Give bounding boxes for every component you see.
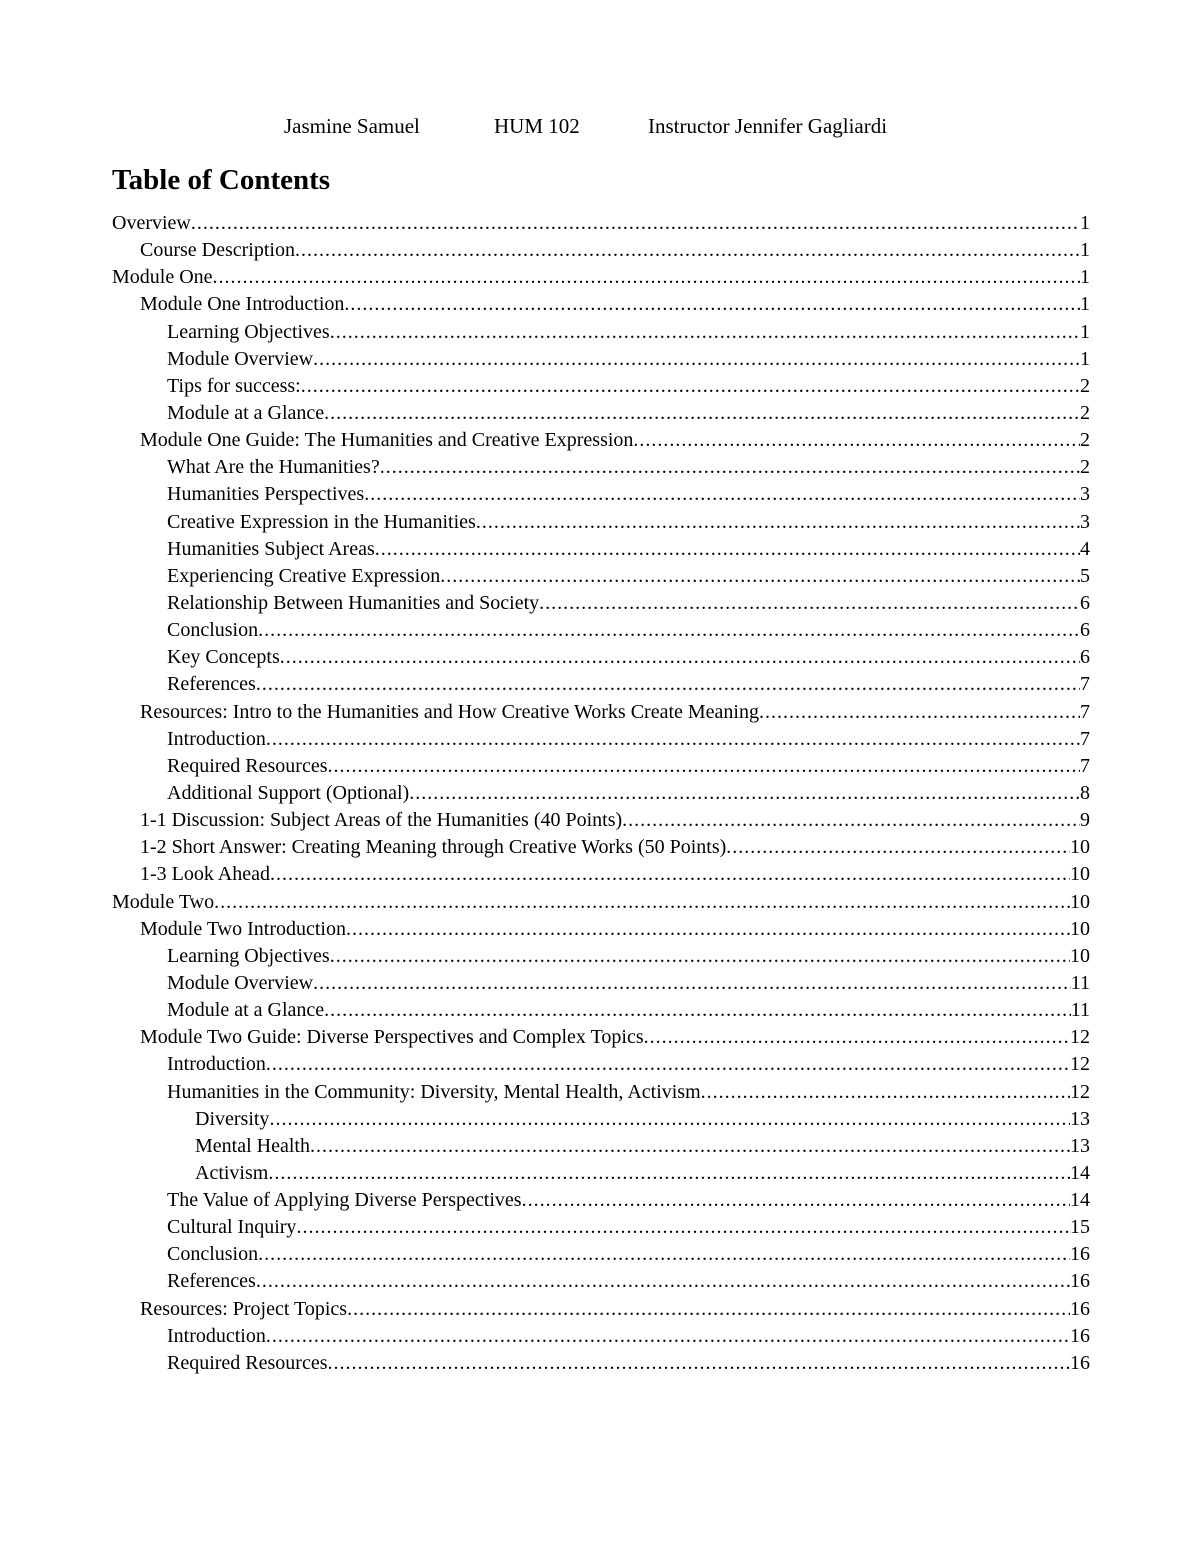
- toc-entry[interactable]: [112, 807, 1090, 834]
- toc-entry-label: Resources: Project Topics: [140, 1297, 348, 1320]
- toc-entry-label: Conclusion: [167, 619, 259, 642]
- toc-entry-label: Creative Expression in the Humanities: [167, 510, 476, 533]
- toc-page-number: 12: [1070, 1053, 1090, 1076]
- toc-entry-label: Tips for success:: [167, 374, 301, 397]
- toc-entry-label: Module One Introduction: [140, 293, 345, 316]
- toc-page-number: 7: [1080, 700, 1090, 723]
- toc-page-number: 6: [1080, 646, 1090, 669]
- toc-page-number: 4: [1080, 537, 1090, 560]
- toc-page-number: 11: [1070, 971, 1090, 994]
- toc-entry-label: What Are the Humanities?: [167, 456, 380, 479]
- toc-page-number: 7: [1080, 673, 1090, 696]
- toc-entry[interactable]: [112, 509, 1090, 536]
- toc-entry-label: 1-2 Short Answer: Creating Meaning through Creative Works (50 Points): [140, 836, 727, 859]
- toc-entry[interactable]: [112, 590, 1090, 617]
- toc-entry-label: The Value of Applying Diverse Perspectives: [167, 1189, 522, 1212]
- toc-entry-label: Resources: Intro to the Humanities and How Creative Works Create Meaning: [140, 700, 759, 723]
- toc-entry[interactable]: [112, 644, 1090, 671]
- toc-entry[interactable]: [112, 563, 1090, 590]
- toc-page-number: 16: [1070, 1243, 1090, 1266]
- toc-dot-leader: [375, 536, 1080, 563]
- toc-entry[interactable]: [112, 373, 1090, 400]
- toc-entry-label: References: [167, 1270, 256, 1293]
- toc-dot-leader: [726, 834, 1070, 861]
- toc-entry-label: Experiencing Creative Expression: [167, 564, 441, 587]
- toc-entry[interactable]: [112, 861, 1090, 888]
- toc-entry[interactable]: [112, 699, 1090, 726]
- toc-dot-leader: [522, 1187, 1070, 1214]
- toc-page-number: 12: [1070, 1026, 1090, 1049]
- toc-entry-label: Conclusion: [167, 1243, 259, 1266]
- toc-dot-leader: [191, 210, 1080, 237]
- toc-dot-leader: [324, 400, 1080, 427]
- toc-dot-leader: [539, 590, 1080, 617]
- toc-dot-leader: [759, 699, 1080, 726]
- toc-entry-label: Introduction: [167, 1324, 266, 1347]
- toc-entry[interactable]: [112, 943, 1090, 970]
- toc-dot-leader: [330, 319, 1080, 346]
- toc-dot-leader: [328, 1350, 1070, 1377]
- toc-entry[interactable]: [112, 1051, 1090, 1078]
- toc-entry-label: Introduction: [167, 727, 266, 750]
- toc-page-number: 9: [1080, 809, 1090, 832]
- toc-entry[interactable]: [112, 834, 1090, 861]
- toc-entry[interactable]: [112, 1024, 1090, 1051]
- toc-page-number: 16: [1070, 1297, 1090, 1320]
- toc-page-number: 1: [1080, 293, 1090, 316]
- toc-dot-leader: [280, 644, 1080, 671]
- toc-page-number: 3: [1080, 483, 1090, 506]
- toc-entry[interactable]: [112, 889, 1090, 916]
- toc-page-number: 10: [1070, 944, 1090, 967]
- toc-heading: Table of Contents: [112, 164, 331, 196]
- toc-entry[interactable]: [112, 1106, 1090, 1133]
- toc-entry[interactable]: [112, 671, 1090, 698]
- toc-entry[interactable]: [112, 1350, 1090, 1377]
- toc-entry-label: 1-3 Look Ahead: [140, 863, 270, 886]
- toc-entry[interactable]: [112, 753, 1090, 780]
- toc-entry-label: Module Two: [112, 890, 215, 913]
- toc-dot-leader: [313, 970, 1071, 997]
- toc-dot-leader: [266, 726, 1080, 753]
- toc-dot-leader: [256, 671, 1080, 698]
- toc-entry-label: Module Two Introduction: [140, 917, 346, 940]
- toc-entry-label: Humanities Perspectives: [167, 483, 365, 506]
- toc-entry[interactable]: [112, 210, 1090, 237]
- toc-entry-label: Learning Objectives: [167, 320, 330, 343]
- toc-dot-leader: [269, 1106, 1070, 1133]
- toc-page-number: 10: [1070, 836, 1090, 859]
- document-header: [0, 112, 1200, 140]
- toc-dot-leader: [268, 1160, 1070, 1187]
- toc-dot-leader: [213, 264, 1080, 291]
- toc-dot-leader: [347, 1296, 1070, 1323]
- toc-dot-leader: [476, 509, 1080, 536]
- toc-page-number: 12: [1070, 1080, 1090, 1103]
- toc-page-number: 8: [1080, 781, 1090, 804]
- toc-entry[interactable]: [112, 1079, 1090, 1106]
- toc-entry[interactable]: [112, 264, 1090, 291]
- toc-page-number: 1: [1080, 320, 1090, 343]
- toc-dot-leader: [296, 1214, 1070, 1241]
- toc-entry[interactable]: [112, 617, 1090, 644]
- toc-page-number: 1: [1080, 347, 1090, 370]
- toc-entry-label: Humanities Subject Areas: [167, 537, 375, 560]
- toc-entry-label: Course Description: [140, 239, 295, 262]
- toc-dot-leader: [330, 943, 1070, 970]
- toc-entry[interactable]: [112, 1133, 1090, 1160]
- toc-dot-leader: [644, 1024, 1070, 1051]
- toc-entry-label: Module Two Guide: Diverse Perspectives and Complex Topics: [140, 1026, 644, 1049]
- toc-entry-label: Module Overview: [167, 971, 314, 994]
- toc-entry-label: Key Concepts: [167, 646, 280, 669]
- toc-dot-leader: [409, 780, 1080, 807]
- toc-page-number: 5: [1080, 564, 1090, 587]
- toc-dot-leader: [344, 291, 1080, 318]
- toc-page-number: 13: [1070, 1107, 1090, 1130]
- toc-dot-leader: [256, 1268, 1070, 1295]
- toc-dot-leader: [633, 427, 1080, 454]
- toc-dot-leader: [346, 916, 1070, 943]
- toc-page-number: 6: [1080, 619, 1090, 642]
- toc-entry-label: Module at a Glance: [167, 401, 325, 424]
- toc-dot-leader: [258, 1241, 1070, 1268]
- toc-entry-label: Cultural Inquiry: [167, 1216, 297, 1239]
- toc-entry-label: Module at a Glance: [167, 999, 325, 1022]
- toc-page-number: 2: [1080, 456, 1090, 479]
- toc-page-number: 1: [1080, 266, 1090, 289]
- toc-dot-leader: [214, 889, 1070, 916]
- toc-entry-label: Mental Health: [195, 1134, 310, 1157]
- toc-dot-leader: [313, 346, 1080, 373]
- toc-page-number: 16: [1070, 1270, 1090, 1293]
- toc-entry[interactable]: [112, 726, 1090, 753]
- toc-entry-label: Activism: [195, 1161, 269, 1184]
- toc-entry-label: Overview: [112, 212, 191, 234]
- toc-entry-label: Module One Guide: The Humanities and Creative Expression: [140, 429, 634, 452]
- toc-page-number: 2: [1080, 401, 1090, 424]
- toc-entry[interactable]: [112, 1187, 1090, 1214]
- toc-dot-leader: [364, 481, 1080, 508]
- toc-page-number: 2: [1080, 429, 1090, 452]
- toc-dot-leader: [270, 861, 1070, 888]
- toc-dot-leader: [328, 753, 1080, 780]
- toc-entry-label: Required Resources: [167, 1351, 328, 1374]
- toc-page-number: 16: [1070, 1324, 1090, 1347]
- toc-entry-label: Additional Support (Optional): [167, 781, 410, 804]
- toc-entry[interactable]: [112, 997, 1090, 1024]
- toc-entry[interactable]: [112, 481, 1090, 508]
- table-of-contents: [112, 210, 1112, 1377]
- toc-page-number: 14: [1070, 1161, 1090, 1184]
- toc-page-number: 11: [1070, 999, 1090, 1022]
- toc-entry[interactable]: [112, 1160, 1090, 1187]
- toc-page-number: 7: [1080, 754, 1090, 777]
- toc-page-number: 10: [1070, 890, 1090, 913]
- toc-entry[interactable]: [112, 237, 1090, 264]
- toc-page-number: 6: [1080, 591, 1090, 614]
- toc-entry[interactable]: [112, 1296, 1090, 1323]
- toc-page-number: 14: [1070, 1189, 1090, 1212]
- toc-dot-leader: [380, 454, 1080, 481]
- toc-entry-label: Introduction: [167, 1053, 266, 1076]
- toc-page-number: 3: [1080, 510, 1090, 533]
- toc-page-number: 15: [1070, 1216, 1090, 1239]
- toc-dot-leader: [701, 1079, 1070, 1106]
- toc-entry[interactable]: [112, 400, 1090, 427]
- toc-entry-label: Diversity: [195, 1107, 270, 1130]
- toc-entry-label: Relationship Between Humanities and Society: [167, 591, 540, 614]
- toc-entry-label: Module Overview: [167, 347, 314, 370]
- toc-entry-label: References: [167, 673, 256, 696]
- author-name: Jasmine Samuel: [284, 114, 420, 138]
- toc-page-number: 7: [1080, 727, 1090, 750]
- toc-entry-label: Learning Objectives: [167, 944, 330, 967]
- toc-entry-label: Required Resources: [167, 754, 328, 777]
- toc-entry[interactable]: [112, 454, 1090, 481]
- course-code: HUM 102: [494, 114, 580, 138]
- toc-dot-leader: [440, 563, 1080, 590]
- toc-dot-leader: [622, 807, 1080, 834]
- toc-entry[interactable]: [112, 970, 1090, 997]
- toc-dot-leader: [324, 997, 1071, 1024]
- toc-entry[interactable]: [112, 319, 1090, 346]
- toc-dot-leader: [266, 1051, 1070, 1078]
- toc-dot-leader: [295, 237, 1080, 264]
- toc-page-number: 10: [1070, 917, 1090, 940]
- toc-entry-label: 1-1 Discussion: Subject Areas of the Humanities (40 Points): [140, 809, 623, 832]
- toc-entry[interactable]: [112, 1268, 1090, 1295]
- toc-entry-label: Humanities in the Community: Diversity, Mental Health, Activism: [167, 1080, 701, 1103]
- toc-page-number: 2: [1080, 374, 1090, 397]
- toc-dot-leader: [266, 1323, 1070, 1350]
- toc-entry[interactable]: [112, 346, 1090, 373]
- toc-page-number: 1: [1080, 239, 1090, 262]
- toc-entry[interactable]: [112, 291, 1090, 318]
- toc-page-number: 13: [1070, 1134, 1090, 1157]
- toc-entry[interactable]: [112, 1241, 1090, 1268]
- toc-entry[interactable]: [112, 916, 1090, 943]
- toc-entry[interactable]: [112, 427, 1090, 454]
- toc-entry[interactable]: [112, 780, 1090, 807]
- instructor-name: Instructor Jennifer Gagliardi: [648, 114, 888, 138]
- toc-dot-leader: [258, 617, 1080, 644]
- toc-entry[interactable]: [112, 536, 1090, 563]
- toc-entry-label: Module One: [112, 266, 213, 289]
- toc-entry[interactable]: [112, 1214, 1090, 1241]
- toc-page-number: 10: [1070, 863, 1090, 886]
- toc-dot-leader: [301, 373, 1080, 400]
- toc-dot-leader: [310, 1133, 1070, 1160]
- toc-entry[interactable]: [112, 1323, 1090, 1350]
- toc-page-number: 1: [1080, 212, 1090, 234]
- toc-page-number: 16: [1070, 1351, 1090, 1374]
